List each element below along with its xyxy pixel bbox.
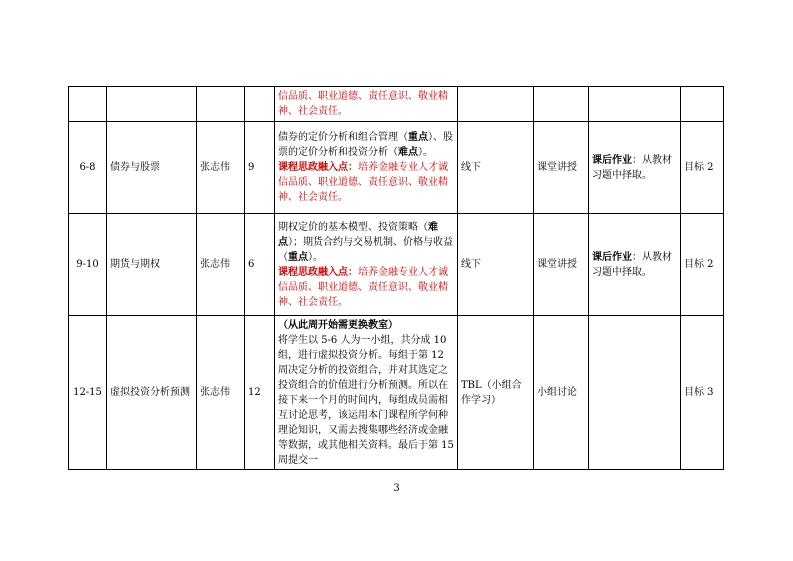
content-text: 将学生以 5-6 人为一小组，共分成 10 组，进行虚拟投资分析。每组于第 12 周决定分析的投资组合，并对其选定之投资组合的价值进行分析预测。所以在接下来一个月的时间内，每组成员需相互讨论思考，该运用本门课程所学何种理论知识，又需去搜集哪些经济或金融等数据，或其他相关资料。最后于第 15 周提交一 <box>278 334 454 466</box>
homework-label: 课后作业 <box>592 154 632 166</box>
mode-cell <box>458 87 534 122</box>
week-cell: 12-15 <box>69 316 107 470</box>
key-point-tag: 重点 <box>408 132 428 143</box>
classroom-note: （从此周开始需更换教室） <box>278 319 398 331</box>
table-row <box>69 87 724 122</box>
course-schedule-table <box>68 86 724 470</box>
homework-text: ：从教材习题中择取。 <box>592 154 672 181</box>
content-text: ）。 <box>418 147 433 158</box>
content-cell <box>275 214 458 316</box>
content-cell <box>275 316 458 470</box>
homework-cell <box>589 214 681 316</box>
method-cell: 课堂讲授 <box>534 214 589 316</box>
content-cell <box>275 87 458 122</box>
homework-cell <box>589 316 681 470</box>
homework-cell <box>589 87 681 122</box>
week-cell: 6-8 <box>69 122 107 214</box>
homework-text: ：从教材习题中择取。 <box>592 251 672 278</box>
table-row <box>69 214 724 316</box>
topic-cell: 债券与股票 <box>107 122 197 214</box>
content-cell <box>275 122 458 214</box>
homework-cell <box>589 122 681 214</box>
method-cell: 课堂讲授 <box>534 122 589 214</box>
goal-cell <box>681 87 724 122</box>
ideology-label: 课程思政融入点： <box>278 266 358 278</box>
page-number: 3 <box>393 483 400 494</box>
mode-cell: 线下 <box>458 122 534 214</box>
hours-cell: 6 <box>245 214 275 316</box>
hours-cell: 12 <box>245 316 275 470</box>
teacher-cell <box>197 87 245 122</box>
hours-cell <box>245 87 275 122</box>
goal-cell: 目标 3 <box>681 316 724 470</box>
teacher-cell: 张志伟 <box>197 122 245 214</box>
content-text: ）、股票的定价分析和投资分析（ <box>278 132 453 158</box>
hours-cell: 9 <box>245 122 275 214</box>
homework-label: 课后作业 <box>592 251 632 263</box>
content-text: 期权定价的基本模型、投资策略（ <box>278 221 428 233</box>
difficult-point-tag: 难点 <box>398 147 418 158</box>
goal-cell: 目标 2 <box>681 122 724 214</box>
week-cell: 9-10 <box>69 214 107 316</box>
content-text: ）；期货合约与交易机制、价格与收益（ <box>278 236 453 263</box>
ideology-text: 信品质、职业道德、责任意识、敬业精神、社会责任。 <box>278 91 448 117</box>
ideology-label: 课程思政融入点： <box>278 162 358 173</box>
topic-cell: 期货与期权 <box>107 214 197 316</box>
teacher-cell: 张志伟 <box>197 316 245 470</box>
mode-cell: TBL（小组合作学习） <box>458 316 534 470</box>
key-point-tag: 重点 <box>288 251 308 263</box>
table-row <box>69 122 724 214</box>
ideology-text: 培养金融专业人才诚信品质、职业道德、责任意识、敬业精神、社会责任。 <box>278 266 448 308</box>
method-cell: 小组讨论 <box>534 316 589 470</box>
method-cell <box>534 87 589 122</box>
mode-cell: 线下 <box>458 214 534 316</box>
week-cell <box>69 87 107 122</box>
topic-cell <box>107 87 197 122</box>
content-text: ）。 <box>308 251 323 263</box>
topic-cell: 虚拟投资分析预测 <box>107 316 197 470</box>
teacher-cell: 张志伟 <box>197 214 245 316</box>
content-text: 债券的定价分析和组合管理（ <box>278 132 408 143</box>
table-row <box>69 316 724 470</box>
goal-cell: 目标 2 <box>681 214 724 316</box>
difficult-point-tag: 难点 <box>278 221 438 248</box>
ideology-text: 培养金融专业人才诚信品质、职业道德、责任意识、敬业精神、社会责任。 <box>278 162 448 203</box>
